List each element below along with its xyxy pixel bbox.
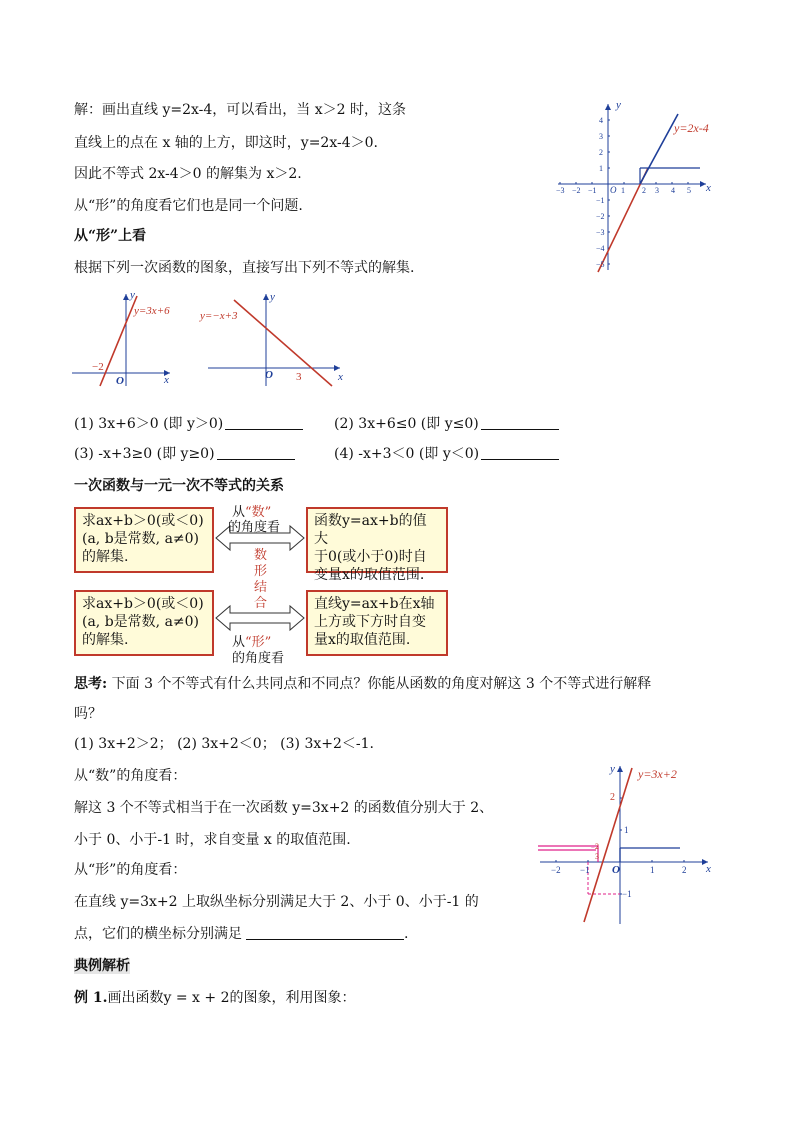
svg-text:1: 1: [650, 865, 655, 875]
svg-text:x: x: [338, 371, 343, 383]
svg-text:−3: −3: [556, 186, 565, 195]
exercise-2: (2) 3x+6≤0 (即 y≤0): [334, 414, 559, 434]
svg-text:−: −: [591, 844, 595, 852]
svg-text:2: 2: [599, 148, 603, 157]
num-text-1: 解这 3 个不等式相当于在一次函数 y=3x+2 的函数值分别大于 2、: [74, 800, 494, 816]
svg-text:2: 2: [682, 865, 687, 875]
svg-text:y=3x+2: y=3x+2: [638, 767, 677, 781]
shape-view: 从“形”的角度看：: [74, 862, 187, 878]
answer-blank-2[interactable]: [481, 415, 559, 430]
box-bottom-left: 求ax+b＞0(或＜0) (a, b是常数, a≠0) 的解集.: [74, 590, 214, 656]
svg-text:O: O: [612, 864, 620, 876]
svg-text:x: x: [706, 863, 711, 875]
think-line-1: 思考: 下面 3 个不等式有什么共同点和不同点？你能从函数的角度对解这 3 个不等式进行解释: [74, 676, 652, 692]
exercise-3: (3) -x+3≥0 (即 y≥0): [74, 444, 295, 464]
svg-text:1: 1: [599, 164, 603, 173]
svg-text:O: O: [116, 375, 124, 387]
svg-text:−2: −2: [92, 361, 104, 373]
svg-text:2: 2: [595, 842, 599, 851]
svg-text:4: 4: [671, 186, 675, 195]
graph-c-3x+2: [534, 758, 718, 928]
box-top-right: 函数y=ax+b的值大 于0(或小于0)时自 变量x的取值范围.: [306, 507, 448, 573]
svg-text:y: y: [270, 291, 275, 303]
svg-text:−2: −2: [551, 865, 561, 875]
graph-b-label: y=−x+3: [200, 310, 238, 322]
svg-text:3: 3: [599, 132, 603, 141]
num-text-2: 小于 0、小于-1 时，求自变量 x 的取值范围.: [74, 832, 351, 848]
svg-text:4: 4: [599, 116, 603, 125]
svg-text:−1: −1: [622, 889, 632, 899]
svg-text:3: 3: [296, 371, 302, 383]
svg-text:−1: −1: [580, 865, 590, 875]
exercise-4: (4) -x+3＜0 (即 y＜0): [334, 444, 559, 464]
answer-blank-4[interactable]: [481, 445, 559, 460]
svg-text:5: 5: [687, 186, 691, 195]
svg-text:x: x: [164, 374, 169, 386]
answer-blank-1[interactable]: [225, 415, 303, 430]
svg-text:3: 3: [655, 186, 659, 195]
example-heading: 典例解析: [74, 958, 130, 974]
svg-text:−1: −1: [588, 186, 597, 195]
arrow-top-text-2: 的角度看: [228, 520, 281, 535]
num-view: 从“数”的角度看：: [74, 768, 187, 784]
graph-b--x+3: [196, 288, 348, 388]
shape-text-2: 点，它们的横坐标分别满足 .: [74, 926, 409, 942]
svg-text:−5: −5: [596, 260, 605, 269]
section-shape-instruction: 根据下列一次函数的图象，直接写出下列不等式的解集.: [74, 260, 415, 276]
example-1: 例 1.画出函数y = x + 2的图象，利用图象：: [74, 990, 356, 1006]
svg-text:−2: −2: [596, 212, 605, 221]
intro-line-3: 因此不等式 2x-4＞0 的解集为 x＞2.: [74, 166, 302, 182]
relation-heading: 一次函数与一元一次不等式的关系: [74, 478, 284, 494]
intro-line-4: 从“形”的角度看它们也是同一个问题.: [74, 198, 303, 214]
graph-top-2x-4: [554, 96, 724, 274]
box-bottom-right: 直线y=ax+b在x轴 上方或下方时自变 量x的取值范围.: [306, 590, 448, 656]
svg-text:1: 1: [624, 825, 629, 835]
exercise-1: (1) 3x+6＞0 (即 y＞0): [74, 414, 303, 434]
intro-line-2: 直线上的点在 x 轴的上方，即这时，y=2x-4＞0.: [74, 135, 378, 151]
svg-text:y: y: [130, 289, 135, 301]
svg-text:−1: −1: [596, 196, 605, 205]
svg-text:−4: −4: [596, 244, 605, 253]
arrow-top-text-1: 从“数”: [232, 505, 272, 520]
answer-blank-3[interactable]: [217, 445, 295, 460]
graph-top-y-axis: y: [616, 99, 621, 111]
section-shape-heading: 从“形”上看: [74, 228, 147, 244]
graph-a-label: y=3x+6: [134, 305, 170, 317]
center-label: 数 形 结 合: [254, 548, 268, 611]
graph-top-x-axis: x: [706, 182, 711, 194]
arrow-bottom-text-1: 从“形”: [232, 635, 272, 650]
arrow-bottom-text-2: 的角度看: [232, 651, 285, 666]
graph-top-origin: O: [610, 185, 617, 195]
intro-line-1: 解：画出直线 y=2x-4，可以看出，当 x＞2 时，这条: [74, 102, 406, 118]
svg-text:y: y: [610, 763, 615, 775]
blue-line-above-axis: [640, 114, 678, 184]
box-top-left: 求ax+b＞0(或＜0) (a, b是常数, a≠0) 的解集.: [74, 507, 214, 573]
svg-text:−3: −3: [596, 228, 605, 237]
think-line-2: 吗？: [74, 706, 102, 722]
svg-text:O: O: [265, 369, 273, 381]
graph-top-label: y=2x-4: [674, 121, 709, 135]
svg-text:−2: −2: [572, 186, 581, 195]
think-items: (1) 3x+2＞2； (2) 3x+2＜0； (3) 3x+2＜-1.: [74, 736, 374, 752]
shape-text-1: 在直线 y=3x+2 上取纵坐标分别满足大于 2、小于 0、小于-1 的: [74, 894, 479, 910]
svg-text:2: 2: [610, 792, 615, 803]
svg-text:1: 1: [621, 186, 625, 195]
graph-a-3x+6: [70, 288, 180, 388]
magenta-region-a: [538, 846, 598, 862]
svg-text:2: 2: [642, 186, 646, 195]
svg-text:3: 3: [595, 852, 599, 861]
answer-blank-5[interactable]: [246, 925, 404, 940]
